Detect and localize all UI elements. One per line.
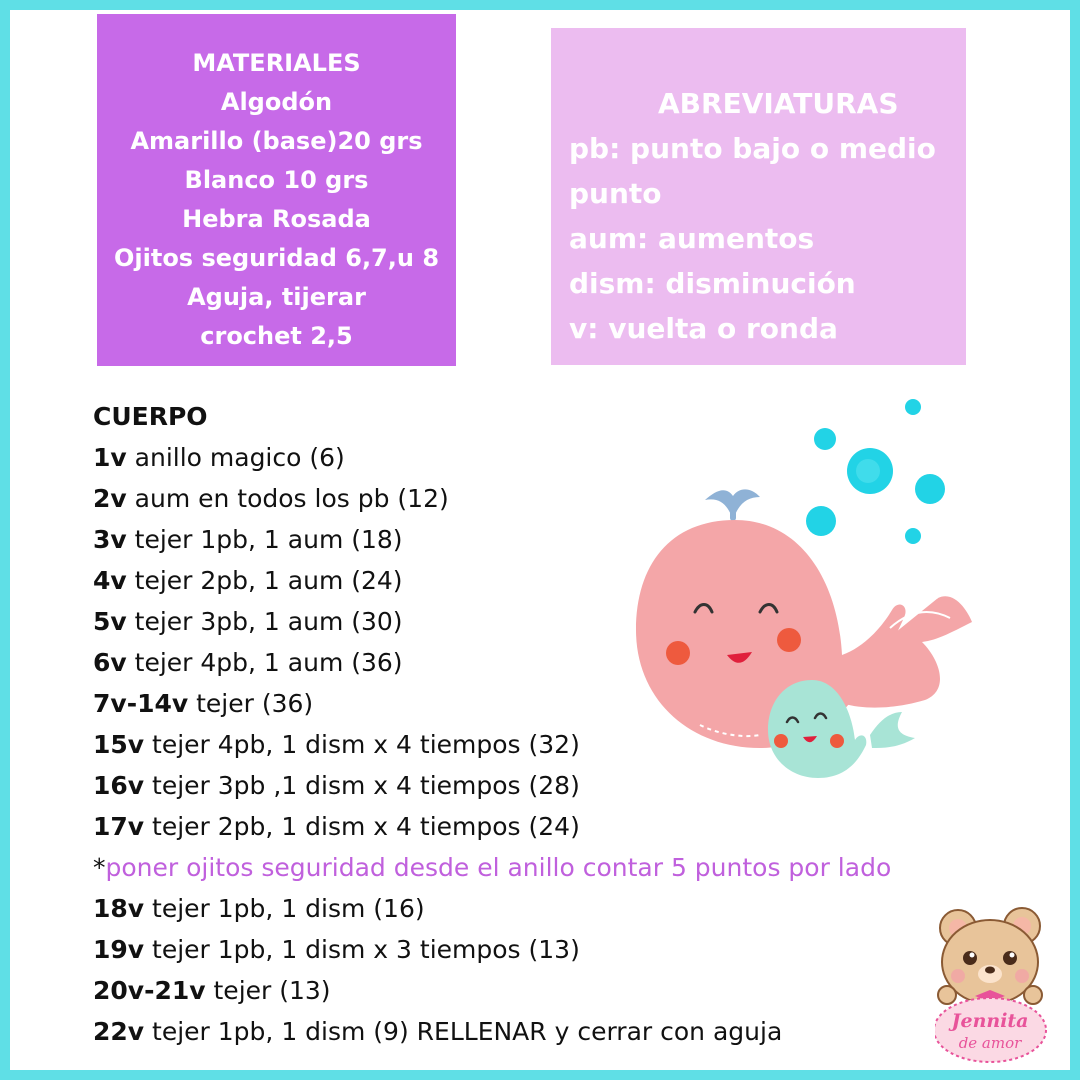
round-label: 4v — [93, 566, 127, 595]
recipe-title: CUERPO — [93, 402, 208, 431]
round-label: 6v — [93, 648, 127, 677]
round-label: 1v — [93, 443, 127, 472]
abbreviation-line: punto — [569, 177, 662, 210]
recipe-row — [93, 806, 993, 847]
abbreviation-line: dism: disminución — [569, 267, 856, 300]
materials-title: MATERIALES — [192, 49, 361, 77]
abbreviation-line: v: vuelta o ronda — [569, 312, 838, 345]
round-text: tejer 1pb, 1 dism (16) — [144, 894, 425, 923]
round-label: 19v — [93, 935, 145, 964]
materials-line: Hebra Rosada — [182, 205, 371, 233]
round-label: 7v-14v — [93, 689, 189, 718]
note-text: poner ojitos seguridad desde el anillo contar 5 puntos por lado — [105, 853, 892, 882]
round-text: tejer (36) — [188, 689, 314, 718]
bubbles-icon — [806, 399, 945, 544]
round-label: 15v — [93, 730, 145, 759]
note-star: * — [93, 853, 106, 882]
materials-line: Aguja, tijerar — [187, 283, 366, 311]
round-text: tejer (13) — [205, 976, 331, 1005]
teddy-bear-logo — [935, 902, 1055, 1070]
materials-line: crochet 2,5 — [200, 322, 353, 350]
recipe-row — [93, 888, 993, 929]
recipe-row — [93, 970, 993, 1011]
recipe-row — [93, 1011, 993, 1052]
round-label: 17v — [93, 812, 145, 841]
round-label: 3v — [93, 525, 127, 554]
water-spout-icon — [705, 489, 760, 521]
round-text: aum en todos los pb (12) — [126, 484, 449, 513]
round-label: 5v — [93, 607, 127, 636]
abbreviation-line: pb: punto bajo o medio — [569, 132, 936, 165]
round-text: tejer 4pb, 1 aum (36) — [126, 648, 403, 677]
materials-line: Algodón — [220, 88, 333, 116]
materials-line: Ojitos seguridad 6,7,u 8 — [113, 244, 440, 272]
abbreviations-title: ABREVIATURAS — [658, 87, 899, 120]
round-label: 2v — [93, 484, 127, 513]
round-text: tejer 1pb, 1 aum (18) — [126, 525, 403, 554]
round-text: tejer 1pb, 1 dism (9) RELLENAR y cerrar con aguja — [144, 1017, 783, 1046]
round-label: 20v-21v — [93, 976, 206, 1005]
round-text: anillo magico (6) — [126, 443, 345, 472]
abbreviation-line: aum: aumentos — [569, 222, 815, 255]
materials-box — [97, 14, 456, 366]
round-text: tejer 2pb, 1 dism x 4 tiempos (24) — [144, 812, 580, 841]
recipe-row — [93, 929, 993, 970]
round-label: 22v — [93, 1017, 145, 1046]
round-label: 18v — [93, 894, 145, 923]
round-text: tejer 3pb ,1 dism x 4 tiempos (28) — [144, 771, 580, 800]
whale-illustration — [620, 395, 980, 785]
round-text: tejer 1pb, 1 dism x 3 tiempos (13) — [144, 935, 580, 964]
round-label: 16v — [93, 771, 145, 800]
round-text: tejer 4pb, 1 dism x 4 tiempos (32) — [144, 730, 580, 759]
abbreviations-box — [551, 28, 966, 365]
logo-name: Jennita — [951, 1010, 1029, 1032]
recipe-note — [93, 847, 993, 888]
teddy-bear-icon — [938, 908, 1042, 1004]
materials-line: Blanco 10 grs — [184, 166, 369, 194]
round-text: tejer 3pb, 1 aum (30) — [126, 607, 403, 636]
logo-tagline: de amor — [958, 1034, 1022, 1052]
round-text: tejer 2pb, 1 aum (24) — [126, 566, 403, 595]
materials-line: Amarillo (base)20 grs — [130, 127, 423, 155]
